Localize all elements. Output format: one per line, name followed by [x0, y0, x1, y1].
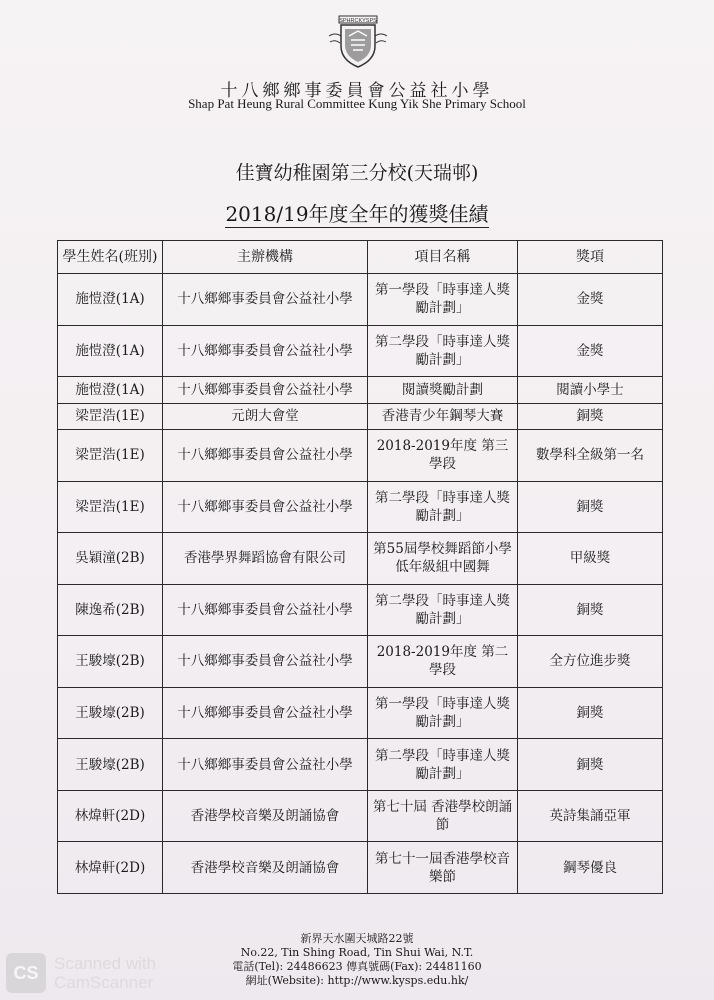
award-cell: 銅獎	[518, 687, 663, 739]
project-cell: 第二學段「時事達人獎勵計劃」	[368, 481, 518, 533]
award-cell: 銅獎	[518, 403, 663, 429]
student-cell: 施愷澄(1A)	[58, 377, 163, 403]
award-cell: 閱讀小學士	[518, 377, 663, 403]
project-cell: 閱讀獎勵計劃	[368, 377, 518, 403]
crest-text: SPHRCKYSPS	[339, 18, 377, 24]
student-cell: 陳逸希(2B)	[58, 584, 163, 636]
table-row	[58, 325, 663, 377]
project-cell: 第七十一屆香港學校音樂節	[368, 842, 518, 894]
document-subtitle	[0, 198, 714, 227]
organizer-cell: 香港學界舞蹈協會有限公司	[163, 533, 368, 585]
organizer-cell: 十八鄉鄉事委員會公益社小學	[163, 481, 368, 533]
student-cell: 施愷澄(1A)	[58, 274, 163, 326]
document-title: 佳寶幼稚園第三分校(天瑞邨)	[235, 162, 479, 184]
camscanner-watermark	[6, 952, 156, 994]
organizer-cell: 十八鄉鄉事委員會公益社小學	[163, 325, 368, 377]
table-row	[58, 636, 663, 688]
student-cell: 吳穎潼(2B)	[58, 533, 163, 585]
footer-website: 網址(Website): http://www.kysps.edu.hk/	[245, 974, 469, 987]
award-cell: 鋼琴優良	[518, 842, 663, 894]
project-cell: 香港青少年鋼琴大賽	[368, 403, 518, 429]
award-cell: 金獎	[518, 274, 663, 326]
award-cell: 銅獎	[518, 739, 663, 791]
column-header-organizer: 主辦機構	[163, 241, 368, 274]
footer-phone-fax: 電話(Tel): 24486623 傳真號碼(Fax): 24481160	[232, 960, 482, 973]
table-row	[58, 584, 663, 636]
table-row	[58, 533, 663, 585]
organizer-cell: 十八鄉鄉事委員會公益社小學	[163, 636, 368, 688]
project-cell: 第一學段「時事達人獎勵計劃」	[368, 274, 518, 326]
award-cell: 英詩集誦亞軍	[518, 790, 663, 842]
column-header-project: 項目名稱	[368, 241, 518, 274]
organizer-cell: 十八鄉鄉事委員會公益社小學	[163, 377, 368, 403]
project-cell: 第二學段「時事達人獎勵計劃」	[368, 739, 518, 791]
table-row	[58, 481, 663, 533]
footer-address-cn: 新界天水圍天城路22號	[300, 932, 414, 945]
column-header-award: 獎項	[518, 241, 663, 274]
organizer-cell: 十八鄉鄉事委員會公益社小學	[163, 430, 368, 482]
table-header-row	[58, 241, 663, 274]
award-cell: 甲級獎	[518, 533, 663, 585]
watermark-text	[54, 954, 156, 992]
table-row	[58, 377, 663, 403]
table-row	[58, 842, 663, 894]
award-cell: 銅獎	[518, 481, 663, 533]
column-header-student: 學生姓名(班別)	[58, 241, 163, 274]
student-cell: 梁罡浩(1E)	[58, 481, 163, 533]
student-cell: 王駿壕(2B)	[58, 739, 163, 791]
award-cell: 數學科全級第一名	[518, 430, 663, 482]
footer-address-en: No.22, Tin Shing Road, Tin Shui Wai, N.T.	[240, 946, 474, 959]
watermark-line1: Scanned with	[54, 954, 157, 973]
document-subtitle-text: 2018/19年度全年的獲獎佳績	[225, 202, 489, 226]
student-cell: 梁罡浩(1E)	[58, 430, 163, 482]
student-cell: 林煒軒(2D)	[58, 842, 163, 894]
project-cell: 第一學段「時事達人獎勵計劃」	[368, 687, 518, 739]
project-cell: 第七十屆 香港學校朗誦節	[368, 790, 518, 842]
school-crest-icon	[327, 14, 389, 70]
organizer-cell: 元朗大會堂	[163, 403, 368, 429]
award-cell: 銅獎	[518, 584, 663, 636]
awards-table	[57, 240, 663, 894]
table-row	[58, 739, 663, 791]
student-cell: 王駿壕(2B)	[58, 636, 163, 688]
organizer-cell: 十八鄉鄉事委員會公益社小學	[163, 584, 368, 636]
student-cell: 王駿壕(2B)	[58, 687, 163, 739]
project-cell: 第55屆學校舞蹈節小學低年級組中國舞	[368, 533, 518, 585]
student-cell: 梁罡浩(1E)	[58, 403, 163, 429]
award-cell: 金獎	[518, 325, 663, 377]
camscanner-logo-icon: CS	[6, 953, 46, 993]
project-cell: 第二學段「時事達人獎勵計劃」	[368, 584, 518, 636]
project-cell: 2018-2019年度 第三學段	[368, 430, 518, 482]
organizer-cell: 十八鄉鄉事委員會公益社小學	[163, 739, 368, 791]
project-cell: 2018-2019年度 第二學段	[368, 636, 518, 688]
table-row	[58, 790, 663, 842]
table-row	[58, 403, 663, 429]
school-name-en: Shap Pat Heung Rural Committee Kung Yik She Primary School	[188, 96, 526, 111]
watermark-line2: CamScanner	[54, 973, 154, 992]
table-row	[58, 687, 663, 739]
table-row	[58, 274, 663, 326]
organizer-cell: 十八鄉鄉事委員會公益社小學	[163, 274, 368, 326]
student-cell: 施愷澄(1A)	[58, 325, 163, 377]
school-name-cn: 十八鄉鄉事委員會公益社小學	[220, 81, 494, 101]
organizer-cell: 十八鄉鄉事委員會公益社小學	[163, 687, 368, 739]
award-cell: 全方位進步獎	[518, 636, 663, 688]
organizer-cell: 香港學校音樂及朗誦協會	[163, 790, 368, 842]
project-cell: 第二學段「時事達人獎勵計劃」	[368, 325, 518, 377]
student-cell: 林煒軒(2D)	[58, 790, 163, 842]
organizer-cell: 香港學校音樂及朗誦協會	[163, 842, 368, 894]
table-row	[58, 430, 663, 482]
